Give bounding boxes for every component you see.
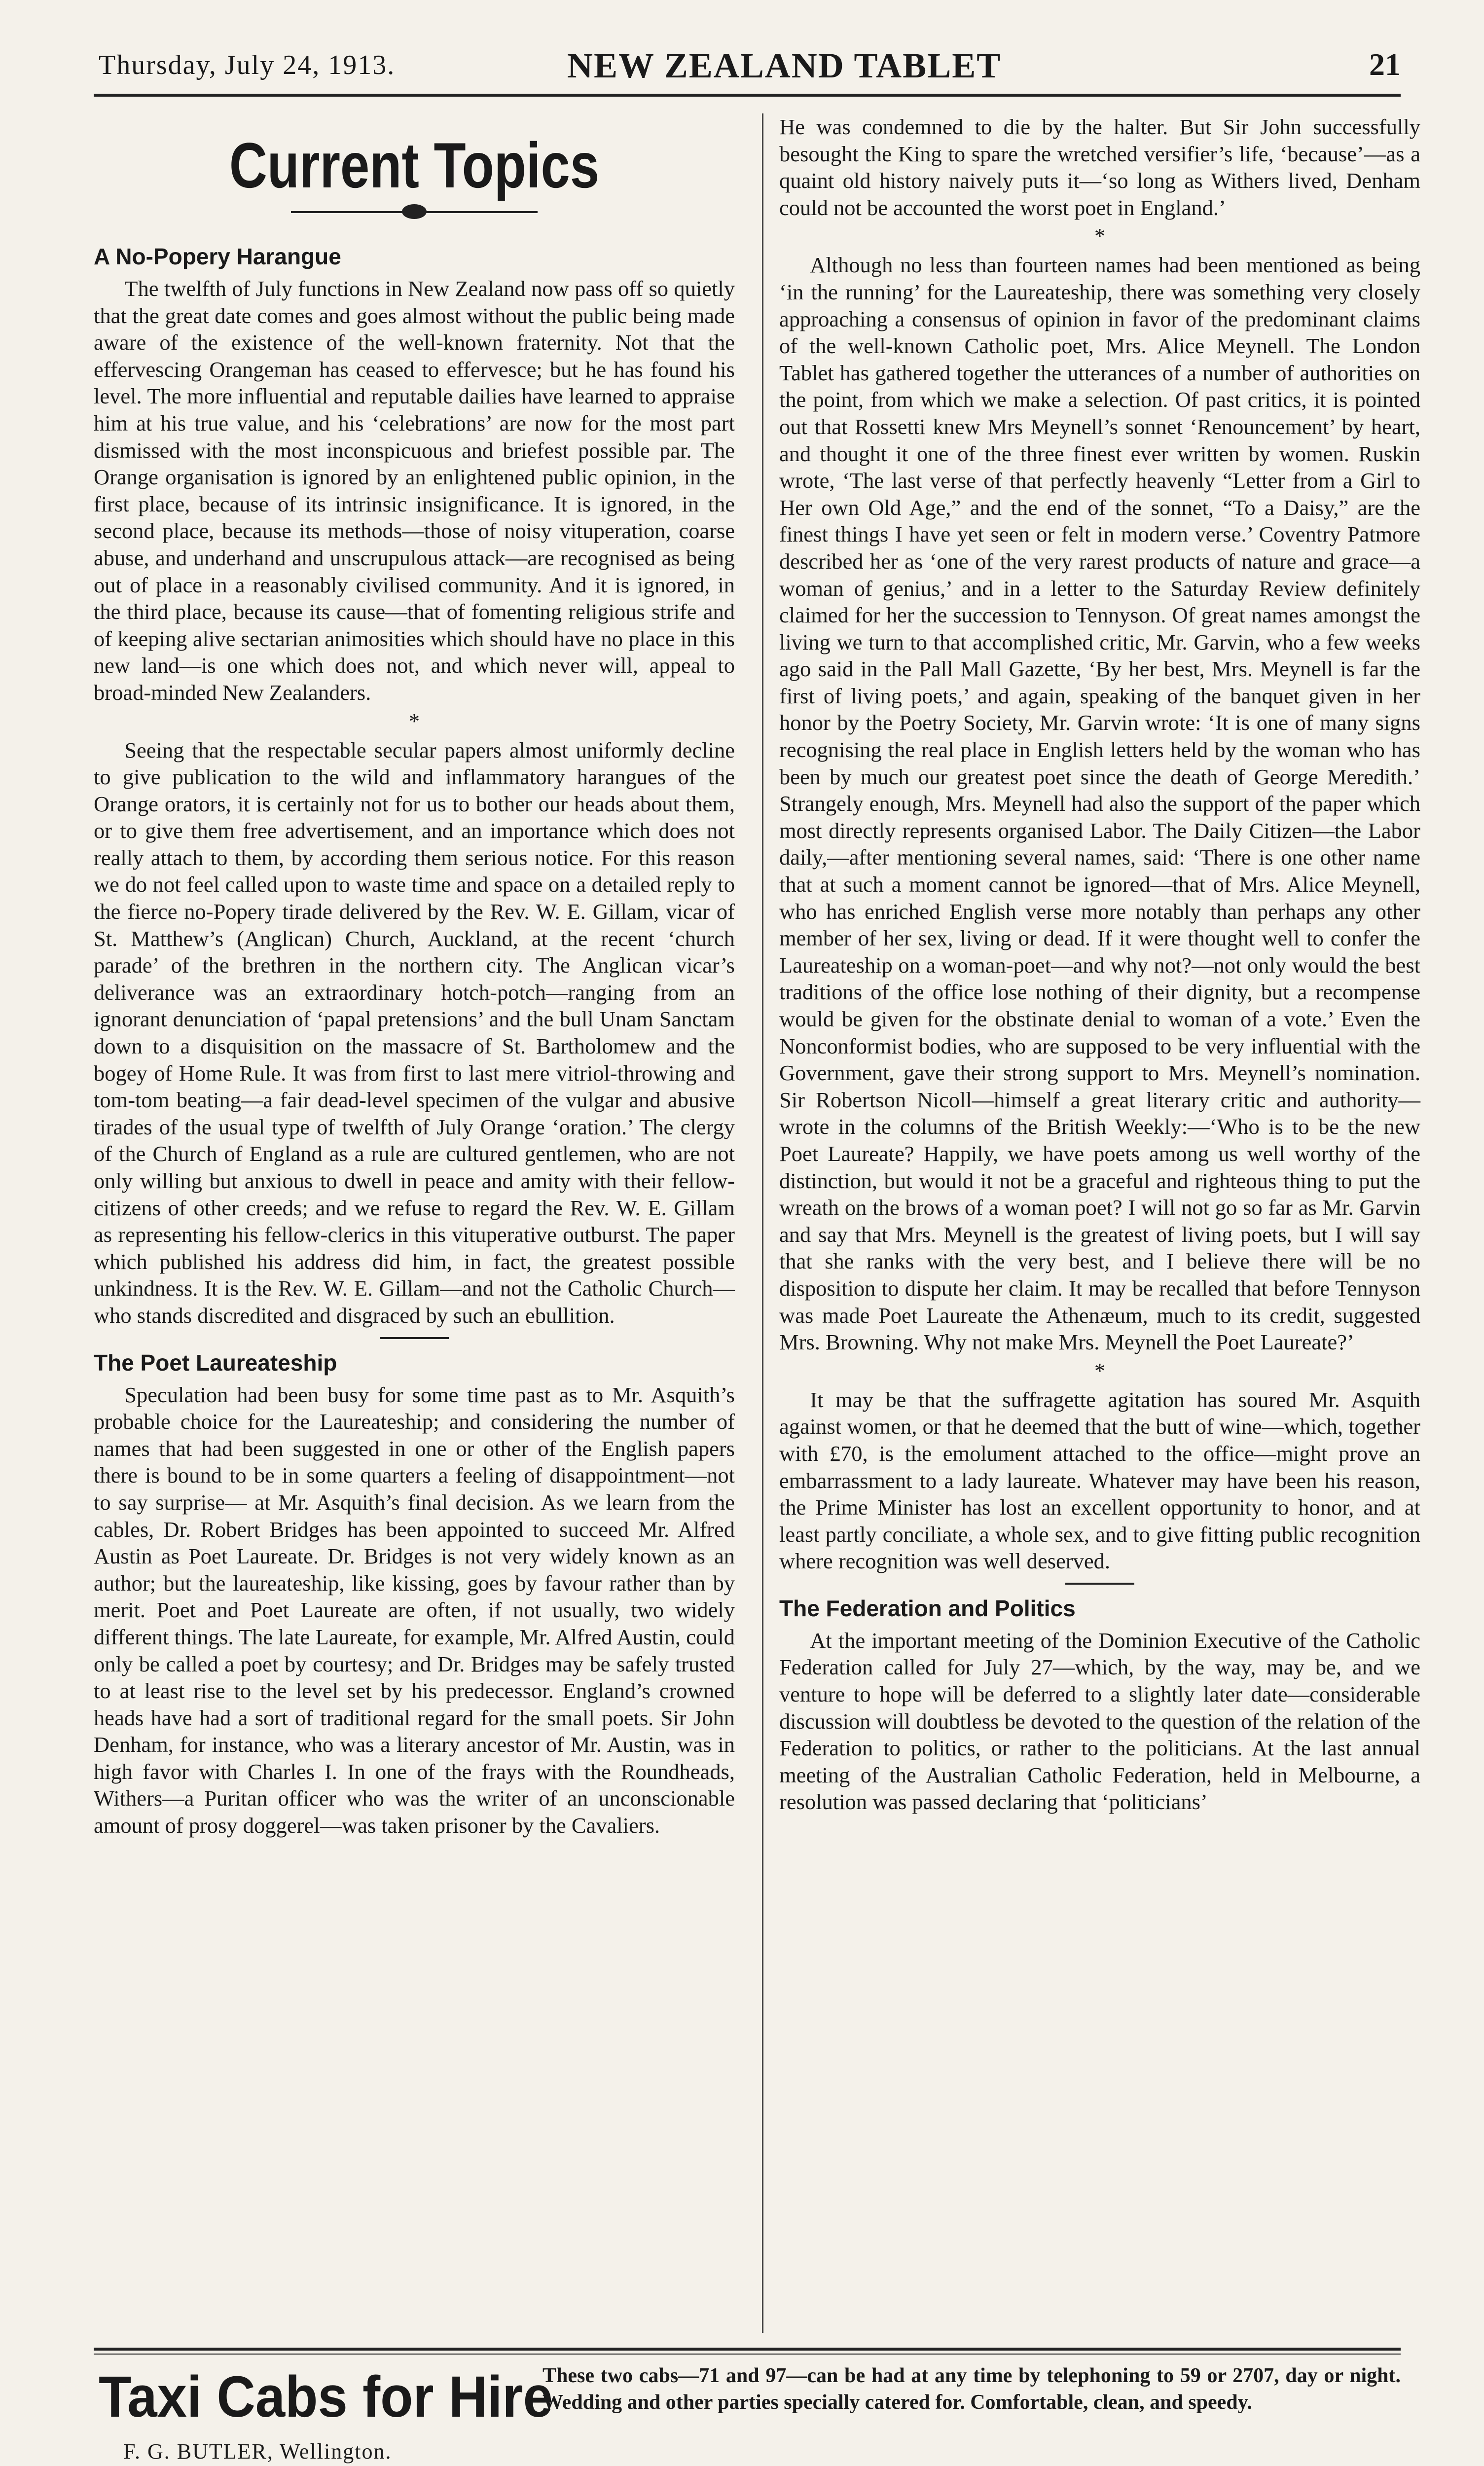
article-paragraph: It may be that the suffragette agitation has soured Mr. Asquith against women, or that he deemed that the butt of wine—which, together with £70, is the emolument attached to the office—might prove an embarrassment to a lady laureate. Whatever may have been his reason, the Prime Minister has lost an excellent opportunity to honor, and at least partly conciliate, a whole sex, and to give fitting public recognition where recognition was well deserved. bbox=[779, 1387, 1420, 1574]
column-divider bbox=[762, 113, 763, 2333]
advert-rule bbox=[94, 2348, 1401, 2351]
separator-star: * bbox=[1094, 1358, 1105, 1383]
advert-title: Taxi Cabs for Hire bbox=[99, 2364, 553, 2430]
section-title: Current Topics bbox=[229, 129, 600, 201]
running-head bbox=[99, 46, 1401, 89]
article-paragraph: At the important meeting of the Dominion Executive of the Catholic Federation called for July 27—which, by the way, may be, and we venture to hope will be deferred to a slightly later date—considerable discussion will doubtless be devoted to the question of the relation of the Federation to politics, or rather to the politicians. At the last annual meeting of the Australian Catholic Federation, held in Melbourne, a resolution was passed declaring that ‘politicians’ bbox=[779, 1628, 1420, 1814]
article-heading: The Poet Laureateship bbox=[94, 1349, 337, 1376]
title-ornament bbox=[291, 202, 538, 222]
separator-star: * bbox=[409, 709, 420, 733]
section-rule bbox=[380, 1337, 449, 1339]
right-column bbox=[779, 113, 1420, 1815]
article-paragraph: The twelfth of July functions in New Zealand now pass off so quietly that the great date comes and goes almost without the public being made aware of the existence of the well-known fraternity. Not that the effervescing Orangeman has ceased to effervesce; but he has found his level. The more influential and reputable dailies have learned to appraise him at his true value, and his ‘celebrations’ are now for the most part dismissed with the most inconspicuous and briefest possible par. The Orange organisation is ignored by an enlightened public opinion, in the first place, because of its intrinsic insignificance. It is ignored, in the second place, because its methods—those of noisy vituperation, coarse abuse, and underhand and unscrupulous attack—are recognised as being out of place in a reasonably civilised community. And it is ignored, in the third place, because its cause—that of fomenting religious strife and of keeping alive sectarian animosities which should have no place in this new land—is one which does not, and which never will, appeal to broad-minded New Zealanders. bbox=[94, 276, 735, 705]
advert-proprietor: F. G. BUTLER, Wellington. bbox=[123, 2439, 392, 2464]
issue-date: Thursday, July 24, 1913. bbox=[99, 50, 396, 80]
separator-star: * bbox=[1094, 224, 1105, 249]
section-rule bbox=[1065, 1583, 1134, 1585]
article-paragraph: Speculation had been busy for some time past as to Mr. Asquith’s probable choice for the Laureateship; and considering the number of names that had been suggested in one or other of the English papers there is bound to be in some quarters a feeling of disappointment—not to say surprise— at Mr. Asquith’s final decision. As we learn from the cables, Dr. Robert Bridges has been appointed to succeed Mr. Alfred Austin as Poet Laureate. Dr. Bridges is not very widely known as an author; but the laureateship, like kissing, goes by favour rather than by merit. Poet and Poet Laureate are often, if not usually, two widely different things. The late Laureate, for example, Mr. Alfred Austin, could only be called a poet by courtesy; and Dr. Bridges may be safely trusted to at least rise to the level set by his predecessor. England’s crowned heads have had a sort of traditional regard for the small poets. Sir John Denham, for instance, who was a literary ancestor of Mr. Austin, was in high favor with Charles I. In one of the frays with the Roundheads, Withers—a Puritan officer who was the writer of an unconscionable amount of prosy doggerel—was taken prisoner by the Cavaliers. bbox=[94, 1382, 735, 1838]
article-paragraph: Seeing that the respectable secular papers almost uniformly decline to give publication to the wild and inflammatory harangues of the Orange orators, it is certainly not for us to bother our heads about them, or to give them free advertisement, and an importance which does not really attach to them, by according them serious notice. For this reason we do not feel called upon to waste time and space on a detailed reply to the fierce no-Popery tirade delivered by the Rev. W. E. Gillam, vicar of St. Matthew’s (Anglican) Church, Auckland, at the recent ‘church parade’ of the brethren in the northern city. The Anglican vicar’s deliverance was an extraordinary hotch-potch—ranging from an ignorant denunciation of ‘papal pretensions’ and the bull Unam Sanctam down to a disquisition on the massacre of St. Bartholomew and the bogey of Home Rule. It was from first to last mere vitriol-throwing and tom-tom beating—a fair dead-level specimen of the vulgar and abusive tirades of the usual type of twelfth of July Orange ‘oration.’ The clergy of the Church of England as a rule are cultured gentlemen, who are not only willing but anxious to dwell in peace and amity with their fellow-citizens of other creeds; and we refuse to regard the Rev. W. E. Gillam as representing his fellow-clerics in this vituperative outburst. The paper which published his address did him, in fact, the greatest possible unkindness. It is the Rev. W. E. Gillam—and not the Catholic Church—who stands discredited and disgraced by such an ebullition. bbox=[94, 737, 735, 1328]
left-column bbox=[94, 113, 735, 1839]
article-paragraph: Although no less than fourteen names had been mentioned as being ‘in the running’ for the Laureateship, there was something very closely approaching a consensus of opinion in favor of the predominant claims of the well-known Catholic poet, Mrs. Alice Meynell. The London Tablet has gathered together the utterances of a number of authorities on the point, from which we make a selection. Of past critics, it is pointed out that Rossetti knew Mrs Meynell’s sonnet ‘Renouncement’ by heart, and thought it one of the three finest ever written by women. Ruskin wrote, ‘The last verse of that perfectly heavenly “Letter from a Girl to Her own Old Age,” and the end of the sonnet, “To a Daisy,” are the finest things I have yet seen or felt in modern verse.’ Coventry Patmore described her as ‘one of the very rarest products of nature and grace—a woman of genius,’ and in a letter to the Saturday Review definitely claimed for her the succession to Tennyson. Of great names amongst the living we turn to that accomplished critic, Mr. Garvin, who a few weeks ago said in the Pall Mall Gazette, ‘By her best, Mrs. Meynell is far the first of living poets,’ and again, speaking of the banquet given in her honor by the Poetry Society, Mr. Garvin wrote: ‘It is one of many signs recognising the real place in English letters held by the woman who has been by much our greatest poet since the death of George Meredith.’ Strangely enough, Mrs. Meynell had also the support of the paper which most directly represents organised Labor. The Daily Citizen—the Labor daily,—after mentioning several names, said: ‘There is one other name that at such a moment cannot be ignored—that of Mrs. Alice Meynell, who has enriched English verse more notably than perhaps any other member of her sex, living or dead. If it were thought well to confer the Laureateship on a woman-poet—and why not?—not only would the best traditions of the office lose nothing of their dignity, but a recompense would be given for the obstinate denial to woman of a vote.’ Even the Nonconformist bodies, who are supposed to be very influential with the Government, gave their strong support to Mrs. Meynell’s nomination. Sir Robertson Nicoll—himself a great literary critic and authority—wrote in the columns of the British Weekly:—‘Who is to be the new Poet Laureate? Happily, we have poets among us well worthy of the distinction, but would it not be a graceful and righteous thing to put the wreath on the brows of a woman poet? I will not go so far as Mr. Garvin and say that Mrs. Meynell is the greatest of living poets, but I will say that she ranks with the very best, and I believe there will be no disposition to dispute her claim. It may be recalled that before Tennyson was made Poet Laureate the Athenæum, much to its credit, suggested Mrs. Browning. Why not make Mrs. Meynell the Poet Laureate?’ bbox=[779, 253, 1420, 1355]
advert-body: These two cabs—71 and 97—can be had at any time by telephoning to 59 or 2707, day or night. Wedding and other parties specially catered for. Comfortable, clean, and speedy. bbox=[543, 2364, 1401, 2414]
page-number: 21 bbox=[1369, 47, 1401, 82]
article-heading: The Federation and Politics bbox=[779, 1595, 1076, 1621]
article-heading: A No-Popery Harangue bbox=[94, 244, 341, 269]
paper-name: NEW ZEALAND TABLET bbox=[567, 46, 1002, 85]
header-rule bbox=[94, 94, 1401, 97]
advert-rule bbox=[94, 2354, 1401, 2355]
article-paragraph: He was condemned to die by the halter. But Sir John successfully besought the King to spare the wretched versifier’s life, ‘because’—as a quaint old history naively puts it—‘so long as Withers lived, Denham could not be accounted the worst poet in England.’ bbox=[779, 114, 1420, 220]
